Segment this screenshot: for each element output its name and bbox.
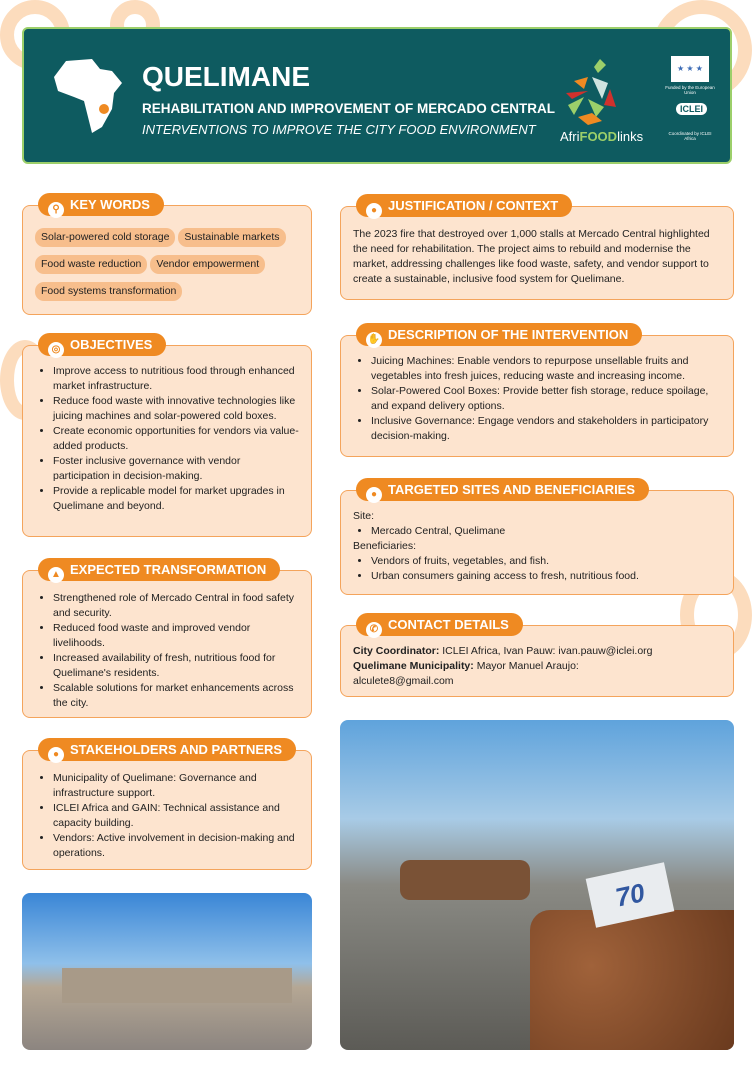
text: TARGETED SITES AND BENEFICIARIES bbox=[388, 482, 636, 497]
chart-icon: ▲ bbox=[48, 567, 64, 583]
text: links bbox=[617, 129, 644, 144]
text: Quelimane Municipality: bbox=[353, 660, 474, 672]
produce bbox=[400, 860, 530, 900]
list-item: • Vendors of fruits, vegetables, and fish. bbox=[371, 554, 721, 569]
text: City Coordinator: bbox=[353, 645, 440, 657]
site-label: Site: bbox=[353, 510, 375, 522]
construction-photo bbox=[22, 893, 312, 1050]
search-icon: ⚲ bbox=[48, 202, 64, 218]
text: Mayor Manuel Araujo: bbox=[473, 660, 579, 672]
list-item: • Municipality of Quelimane: Governance and infrastructure support. bbox=[53, 771, 299, 801]
keywords-heading bbox=[38, 193, 164, 216]
list-item: • Improve access to nutritious food through enhanced market infrastructure. bbox=[53, 364, 299, 394]
eu-flag-icon: ★ ★ ★ bbox=[671, 56, 709, 82]
keyword-tag: Sustainable markets bbox=[178, 228, 285, 247]
list-item: • Provide a replicable model for market upgrades in Quelimane and beyond. bbox=[53, 484, 299, 514]
contact-heading bbox=[356, 613, 523, 636]
municipality-email: alculete8@gmail.com bbox=[353, 675, 454, 687]
list-item: • Increased availability of fresh, nutritious food for Quelimane's residents. bbox=[53, 651, 299, 681]
coordinated-by-text: Coordinated by ICLEI Africa bbox=[668, 131, 712, 141]
text: FOOD bbox=[579, 129, 618, 144]
description-heading bbox=[356, 323, 642, 346]
person-icon: ● bbox=[48, 747, 64, 763]
info-icon: ● bbox=[366, 203, 382, 219]
text: CONTACT DETAILS bbox=[388, 617, 509, 632]
iclei-logo: ICLEI bbox=[676, 103, 707, 115]
phone-icon: ✆ bbox=[366, 622, 382, 638]
text: DESCRIPTION OF THE INTERVENTION bbox=[388, 327, 629, 342]
hand-icon: ✋ bbox=[366, 332, 382, 348]
list-item: • Mercado Central, Quelimane bbox=[371, 524, 721, 539]
text: ICLEI Africa, Ivan Pauw: bbox=[439, 645, 559, 657]
stakeholders-heading bbox=[38, 738, 296, 761]
sites-heading bbox=[356, 478, 649, 501]
text: JUSTIFICATION / CONTEXT bbox=[388, 198, 559, 213]
list-item: • Juicing Machines: Enable vendors to repurpose unsellable fruits and vegetables into fresh juices, reducing waste and increasing income. bbox=[371, 354, 721, 384]
people-icon: ● bbox=[366, 487, 382, 503]
target-icon: ◎ bbox=[48, 342, 64, 358]
price-sign: 70 bbox=[586, 862, 675, 928]
justification-text: The 2023 fire that destroyed over 1,000 stalls at Mercado Central highlighted the need for rehabilitation. The project aims to rebuild and modernise the market, addressing challenges like food waste, safety, and vendor support to create a sustainable, inclusive food system for Quelimane. bbox=[353, 228, 710, 285]
market-photo bbox=[340, 720, 734, 1050]
description-box bbox=[340, 335, 734, 457]
list-item: • ICLEI Africa and GAIN: Technical assistance and capacity building. bbox=[53, 801, 299, 831]
list-item: • Vendors: Active involvement in decision-making and operations. bbox=[53, 831, 299, 861]
list-item: • Reduce food waste with innovative technologies like juicing machines and solar-powered cold boxes. bbox=[53, 394, 299, 424]
list-item: • Create economic opportunities for vendors via value-added products. bbox=[53, 424, 299, 454]
keyword-tag: Food waste reduction bbox=[35, 255, 147, 274]
transformation-heading bbox=[38, 558, 280, 581]
header-banner bbox=[22, 27, 732, 164]
potatoes bbox=[530, 910, 734, 1050]
objectives-heading bbox=[38, 333, 166, 356]
text: STAKEHOLDERS AND PARTNERS bbox=[70, 742, 283, 757]
list-item: • Strengthened role of Mercado Central in food safety and security. bbox=[53, 591, 299, 621]
text bbox=[353, 659, 721, 674]
justification-box bbox=[340, 206, 734, 300]
subtitle: REHABILITATION AND IMPROVEMENT OF MERCADO CENTRAL bbox=[142, 101, 555, 116]
text: Afri bbox=[560, 129, 580, 144]
afrifoodlinks-logo-icon bbox=[558, 57, 628, 127]
list-item: • Reduced food waste and improved vendor livelihoods. bbox=[53, 621, 299, 651]
objectives-box bbox=[22, 345, 312, 537]
page-title: QUELIMANE bbox=[142, 61, 310, 92]
list-item: • Scalable solutions for market enhancements across the city. bbox=[53, 681, 299, 711]
sites-box bbox=[340, 490, 734, 595]
list-item: • Inclusive Governance: Engage vendors and stakeholders in participatory decision-making. bbox=[371, 414, 721, 444]
keyword-tag: Solar-powered cold storage bbox=[35, 228, 175, 247]
text: EXPECTED TRANSFORMATION bbox=[70, 562, 267, 577]
list-item: • Urban consumers gaining access to fresh, nutritious food. bbox=[371, 569, 721, 584]
transformation-box bbox=[22, 570, 312, 718]
list-item: • Foster inclusive governance with vendor participation in decision-making. bbox=[53, 454, 299, 484]
keyword-tag: Food systems transformation bbox=[35, 282, 182, 301]
list-item: • Solar-Powered Cool Boxes: Provide better fish storage, reduce spoilage, and expand delivery options. bbox=[371, 384, 721, 414]
stakeholders-box bbox=[22, 750, 312, 870]
funded-by-text: Funded by the European Union bbox=[665, 85, 715, 95]
afrifoodlinks-logo-text bbox=[560, 129, 643, 144]
building-walls bbox=[62, 968, 292, 1003]
coordinator-email-link[interactable]: ivan.pauw@iclei.org bbox=[558, 645, 653, 657]
text: KEY WORDS bbox=[70, 197, 150, 212]
keyword-tag: Vendor empowerment bbox=[150, 255, 265, 274]
africa-map-icon bbox=[52, 57, 124, 137]
keywords-box bbox=[22, 205, 312, 315]
text bbox=[353, 644, 721, 659]
justification-heading bbox=[356, 194, 572, 217]
tagline: INTERVENTIONS TO IMPROVE THE CITY FOOD ENVIRONMENT bbox=[142, 122, 536, 137]
text: OBJECTIVES bbox=[70, 337, 153, 352]
beneficiaries-label: Beneficiaries: bbox=[353, 540, 417, 552]
